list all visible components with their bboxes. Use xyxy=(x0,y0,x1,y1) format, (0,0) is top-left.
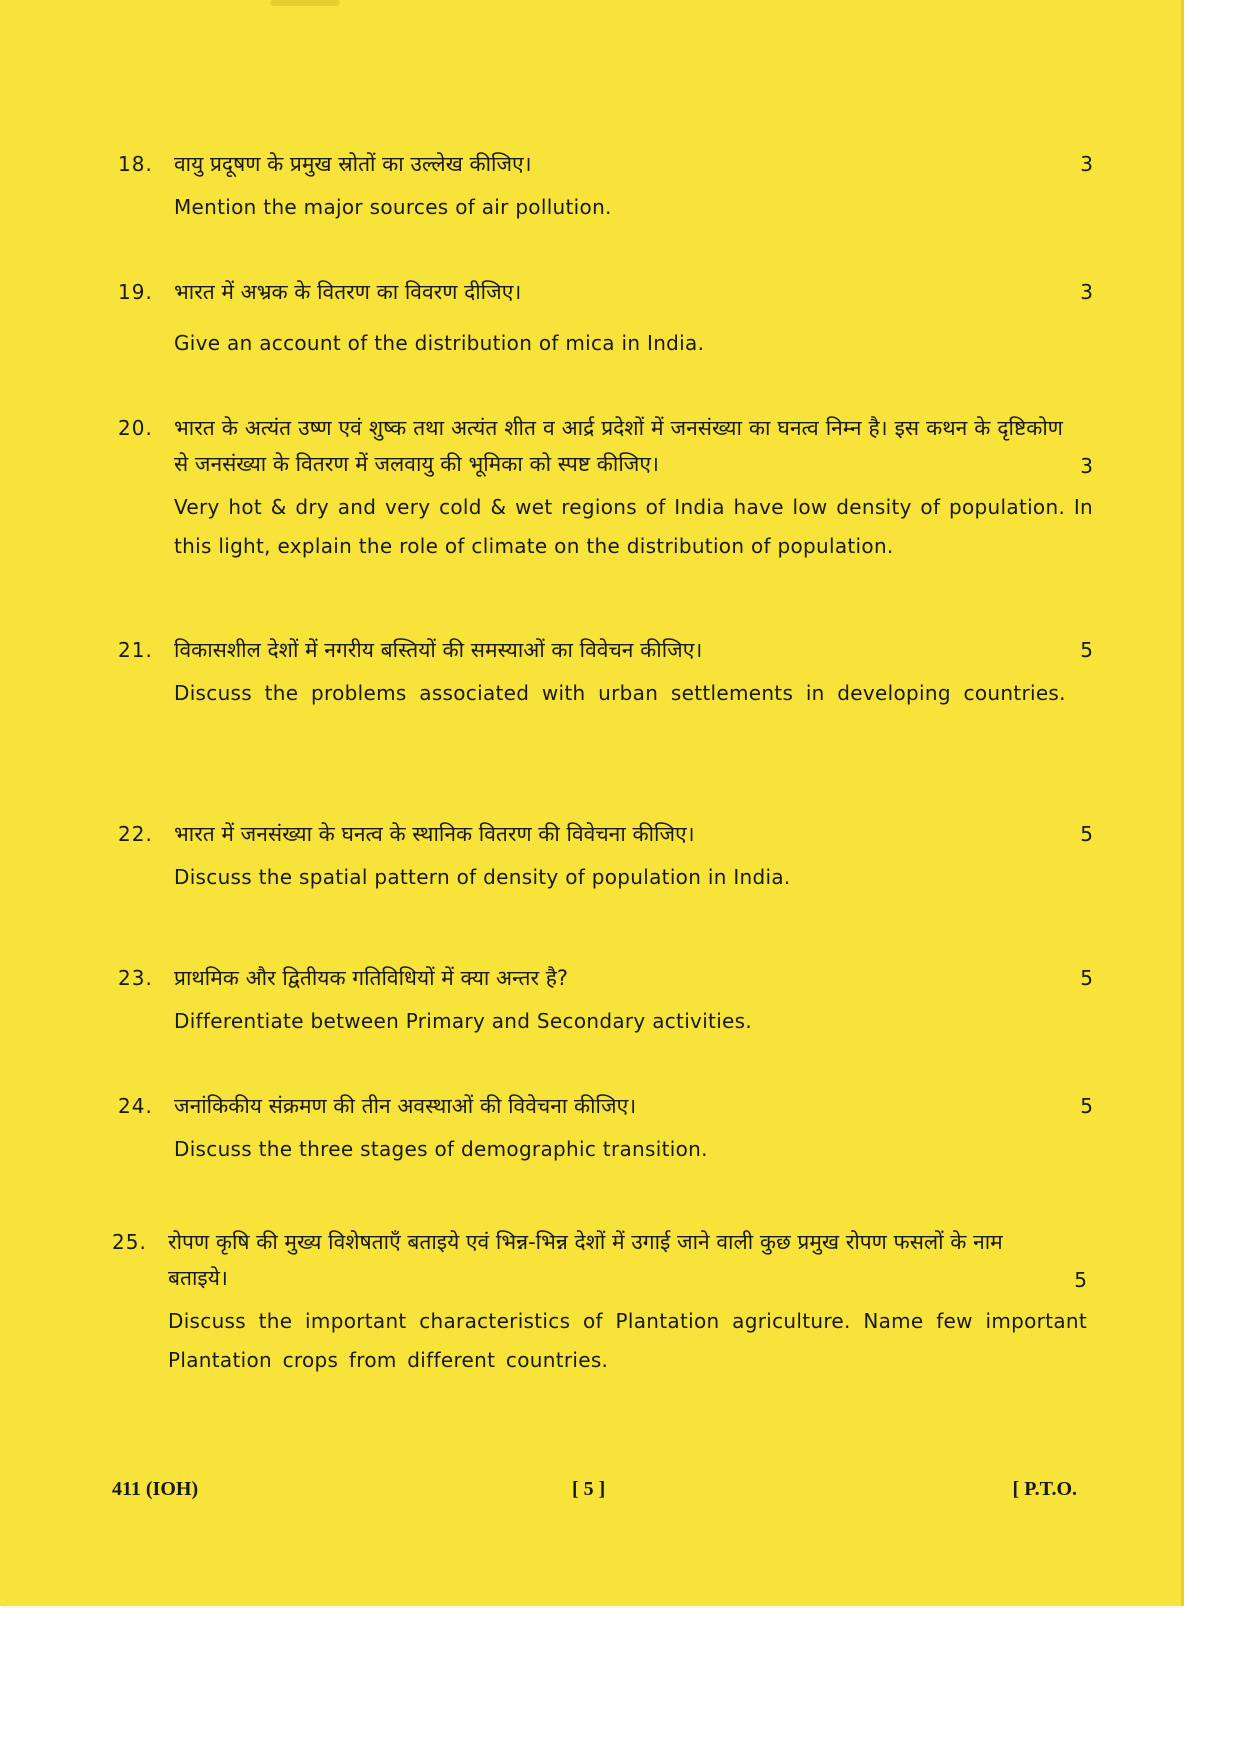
question-25-hindi-row xyxy=(112,1224,1087,1296)
question-english-text: Very hot & dry and very cold & wet regions of India have low density of population. In this light, explain the role of climate on the distribution of population. xyxy=(174,495,1093,558)
question-english-text: Discuss the spatial pattern of density of population in India. xyxy=(174,865,791,889)
question-number: 18. xyxy=(118,152,153,176)
please-turn-over: [ P.T.O. xyxy=(1012,1478,1077,1500)
question-english-text: Differentiate between Primary and Secondary activities. xyxy=(174,1009,753,1033)
question-hindi-text: भारत के अत्यंत उष्ण एवं शुष्क तथा अत्यंत शीत व आर्द्र प्रदेशों में जनसंख्या का घनत्व निम्न है। इस कथन के दृष्टिकोण से जनसंख्या के वितरण में जलवायु की भूमिका को स्पष्ट कीजिए। xyxy=(174,416,1063,476)
question-hindi-text: भारत में जनसंख्या के घनत्व के स्थानिक वितरण की विवेचना कीजिए। xyxy=(174,822,695,846)
question-marks: 3 xyxy=(1080,280,1093,304)
question-hindi-text: भारत में अभ्रक के वितरण का विवरण दीजिए। xyxy=(174,280,522,304)
question-number: 22. xyxy=(118,822,153,846)
question-20-hindi-row xyxy=(118,410,1093,482)
scan-smudge xyxy=(270,0,340,6)
question-24-hindi-row xyxy=(118,1088,1093,1124)
question-21-hindi-row xyxy=(118,632,1093,668)
paper-edge xyxy=(1181,0,1184,1606)
question-19-hindi-row xyxy=(118,274,1093,310)
question-marks: 5 xyxy=(1080,822,1093,846)
question-20 xyxy=(118,410,1093,566)
question-english-text: Discuss the three stages of demographic transition. xyxy=(174,1137,708,1161)
question-22 xyxy=(118,816,1093,897)
question-english-text: Discuss the important characteristics of Plantation agriculture. Name few important Plantation crops from different countries. xyxy=(168,1309,1087,1372)
question-number: 20. xyxy=(118,416,153,440)
question-hindi-text: वायु प्रदूषण के प्रमुख स्रोतों का उल्लेख कीजिए। xyxy=(174,152,532,176)
question-21 xyxy=(118,632,1093,713)
question-18 xyxy=(118,146,1093,227)
question-number: 19. xyxy=(118,280,153,304)
question-22-hindi-row xyxy=(118,816,1093,852)
question-18-hindi-row xyxy=(118,146,1093,182)
question-number: 24. xyxy=(118,1094,153,1118)
question-number: 21. xyxy=(118,638,153,662)
question-marks: 3 xyxy=(1080,152,1093,176)
question-hindi-text: प्राथमिक और द्वितीयक गतिविधियों में क्या अन्तर है? xyxy=(174,966,569,990)
question-marks: 5 xyxy=(1080,966,1093,990)
question-marks: 5 xyxy=(1080,638,1093,662)
question-25 xyxy=(112,1224,1087,1380)
question-19 xyxy=(118,274,1093,363)
question-number: 23. xyxy=(118,966,153,990)
question-english-text: Give an account of the distribution of mica in India. xyxy=(174,331,705,355)
question-23-hindi-row xyxy=(118,960,1093,996)
question-marks: 5 xyxy=(1074,1268,1087,1292)
page-number: [ 5 ] xyxy=(572,1478,606,1500)
question-marks: 3 xyxy=(1080,454,1093,478)
question-english-text: Discuss the problems associated with urban settlements in developing countries. xyxy=(174,681,1066,705)
question-hindi-text: जनांकिकीय संक्रमण की तीन अवस्थाओं की विवेचना कीजिए। xyxy=(174,1094,637,1118)
question-hindi-text: विकासशील देशों में नगरीय बस्तियों की समस्याओं का विवेचन कीजिए। xyxy=(174,638,703,662)
question-marks: 5 xyxy=(1080,1094,1093,1118)
question-hindi-text: रोपण कृषि की मुख्य विशेषताएँ बताइये एवं भिन्न-भिन्न देशों में उगाई जाने वाली कुछ प्रमुख रोपण फसलों के नाम बताइये। xyxy=(168,1230,1003,1290)
question-23 xyxy=(118,960,1093,1041)
question-number: 25. xyxy=(112,1230,147,1254)
paper-code: 411 (IOH) xyxy=(112,1478,199,1500)
question-24 xyxy=(118,1088,1093,1169)
question-english-text: Mention the major sources of air pollution. xyxy=(174,195,612,219)
